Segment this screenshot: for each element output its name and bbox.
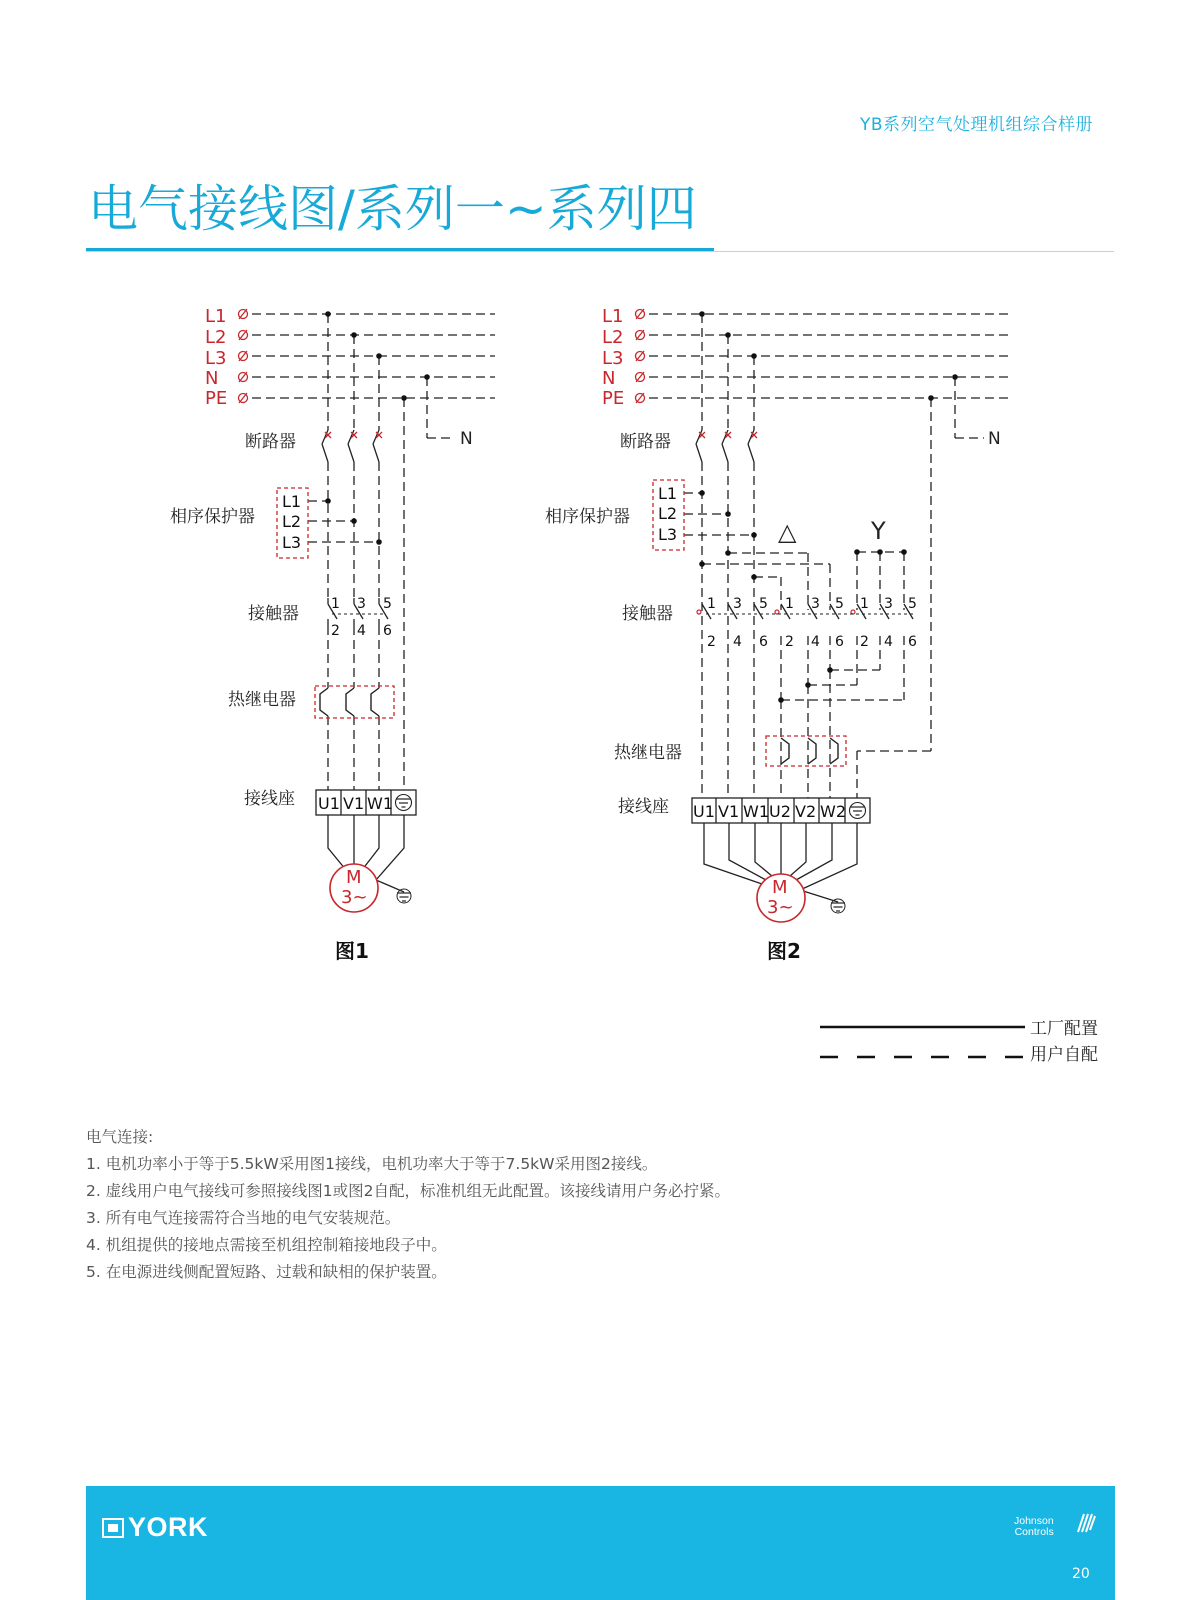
header-series-title: YB系列空气处理机组综合样册 [859,115,1093,135]
note-item: 2. 虚线用户电气接线可参照接线图1或图2自配，标准机组无此配置。该接线请用户务必拧紧。 [86,1182,730,1200]
d2-contactor-bottom-5: 6 [835,634,844,650]
legend-factory-label: 工厂配置 [1030,1019,1098,1039]
jci-logo-line1: Johnson [1014,1515,1054,1527]
page-title: 电气接线图/系列一~系列四 [88,180,697,238]
d2-star-symbol: Y [871,517,886,545]
d1-protector-terminal-l2: L2 [282,512,302,531]
d2-contactor-top-8: 5 [908,596,917,612]
d1-thermal-relay-icon [320,688,379,716]
johnson-controls-logo [1014,1516,1054,1538]
diagram-2 [545,306,1010,963]
d1-bus-label-l2: L2 [205,327,227,348]
d2-contactor-top-4: 3 [811,596,820,612]
d2-protector-terminal-l3: L3 [658,525,678,544]
d2-breaker-x-marks [699,432,757,438]
d2-contactor-bottom-6: 2 [860,634,869,650]
d1-phase-protector-label: 相序保护器 [170,507,255,527]
d2-terminal-w1: W1 [743,802,769,821]
notes-heading: 电气连接: [86,1128,154,1146]
d2-contactor-top-6: 1 [860,596,869,612]
d2-breaker-icon [696,430,754,462]
d2-contactor-top-2: 5 [759,596,768,612]
d2-protector-terminal-l2: L2 [658,504,678,523]
d1-protector-terminal-l1: L1 [282,492,302,511]
d1-bus-terminal-icons [239,309,248,403]
d2-motor-label-m: M [772,877,788,898]
d2-contactor-top-1: 3 [733,596,742,612]
jci-logo-line2: Controls [1014,1526,1054,1538]
york-logo-text: YORK [128,1512,209,1542]
d1-motor-label-m: M [346,867,362,888]
d1-bus-lines [252,314,495,790]
d2-breaker-label: 断路器 [620,432,671,452]
d2-terminal-u1: U1 [693,802,715,821]
d1-bus-label-n: N [205,368,219,389]
d1-terminal-block-label: 接线座 [244,789,295,809]
footer-bar [86,1486,1115,1600]
d1-contactor-bottom-6: 6 [383,623,392,639]
page-number: 20 [1072,1566,1090,1582]
d1-thermal-relay-label: 热继电器 [228,690,296,710]
york-mark-icon [102,1518,124,1538]
d1-ground-terminal-icon [396,795,412,811]
d2-contactor-bottom-0: 2 [707,634,716,650]
jci-swirl-icon [1072,1510,1098,1536]
d2-contactor-top-7: 3 [884,596,893,612]
d2-terminal-v1: V1 [718,802,740,821]
d2-terminal-w2: W2 [820,802,846,821]
d1-caption: 图1 [335,939,369,963]
d2-bus-label-l2: L2 [602,327,624,348]
d1-protector-terminal-l3: L3 [282,533,302,552]
d2-bus-label-n: N [602,368,616,389]
d2-bus-label-l1: L1 [602,306,624,327]
d1-contactor-top-3: 3 [357,596,366,612]
d1-neutral-label: N [460,429,473,449]
d1-terminal-w1: W1 [367,794,393,813]
d2-delta-symbol: △ [778,518,797,546]
diagram-1 [170,306,495,963]
d1-thermal-relay-box [315,686,394,718]
d2-bus-lines [649,314,1010,798]
d2-contactor-top-5: 5 [835,596,844,612]
d2-contactor-bottom-2: 6 [759,634,768,650]
d2-protector-terminal-l1: L1 [658,484,678,503]
d1-terminal-u1: U1 [318,794,340,813]
d1-bus-label-l3: L3 [205,348,227,369]
d2-contactor-top-0: 1 [707,596,716,612]
d2-contactor-bottom-1: 4 [733,634,742,650]
d2-phase-protector-label: 相序保护器 [545,507,630,527]
d1-junction-dots [325,311,430,545]
d1-contactor-top-5: 5 [383,596,392,612]
note-item: 3. 所有电气连接需符合当地的电气安装规范。 [86,1209,401,1227]
d2-contactor-bottom-4: 4 [811,634,820,650]
d2-bus-terminal-icons [636,309,645,403]
note-item: 5. 在电源进线侧配置短路、过载和缺相的保护装置。 [86,1263,447,1281]
d2-thermal-relay-label: 热继电器 [614,743,682,763]
d2-bus-label-l3: L3 [602,348,624,369]
d2-caption: 图2 [767,939,801,963]
d2-motor-ground-icon [831,899,845,913]
d1-bus-label-l1: L1 [205,306,227,327]
d1-contactor-label: 接触器 [248,604,299,624]
d1-breaker-icon [322,430,379,462]
electrical-notes [86,1124,730,1286]
d2-contactor-bottom-3: 2 [785,634,794,650]
d2-neutral-label: N [988,429,1001,449]
d2-motor-label-3phase: 3~ [767,897,794,918]
d1-contactor-bottom-2: 2 [331,623,340,639]
d2-contactor-top-3: 1 [785,596,794,612]
d1-terminal-v1: V1 [343,794,365,813]
notes-list [86,1151,730,1286]
line-legend [820,1019,1098,1065]
note-item: 1. 电机功率小于等于5.5kW采用图1接线，电机功率大于等于7.5kW采用图2接线。 [86,1155,658,1173]
d1-motor-label-3phase: 3~ [341,887,368,908]
d2-contactor-overlap-marks [697,610,855,614]
d2-terminal-v2: V2 [795,802,817,821]
d1-contactor-top-1: 1 [331,596,340,612]
note-item: 4. 机组提供的接地点需接至机组控制箱接地段子中。 [86,1236,447,1254]
legend-user-label: 用户自配 [1030,1045,1098,1065]
d2-ground-terminal-icon [850,803,866,819]
d2-contactor-bottom-7: 4 [884,634,893,650]
d2-terminal-block-label: 接线座 [618,797,669,817]
york-logo [102,1512,208,1543]
d1-bus-label-pe: PE [205,388,228,409]
d2-contactor-label: 接触器 [622,604,673,624]
d1-breaker-label: 断路器 [245,432,296,452]
d1-breaker-x-marks [325,432,382,438]
d2-contactor-bottom-8: 6 [908,634,917,650]
d1-contactor-bottom-4: 4 [357,623,366,639]
d2-terminal-u2: U2 [769,802,791,821]
d2-bus-label-pe: PE [602,388,625,409]
d1-motor-ground-icon [397,889,411,903]
